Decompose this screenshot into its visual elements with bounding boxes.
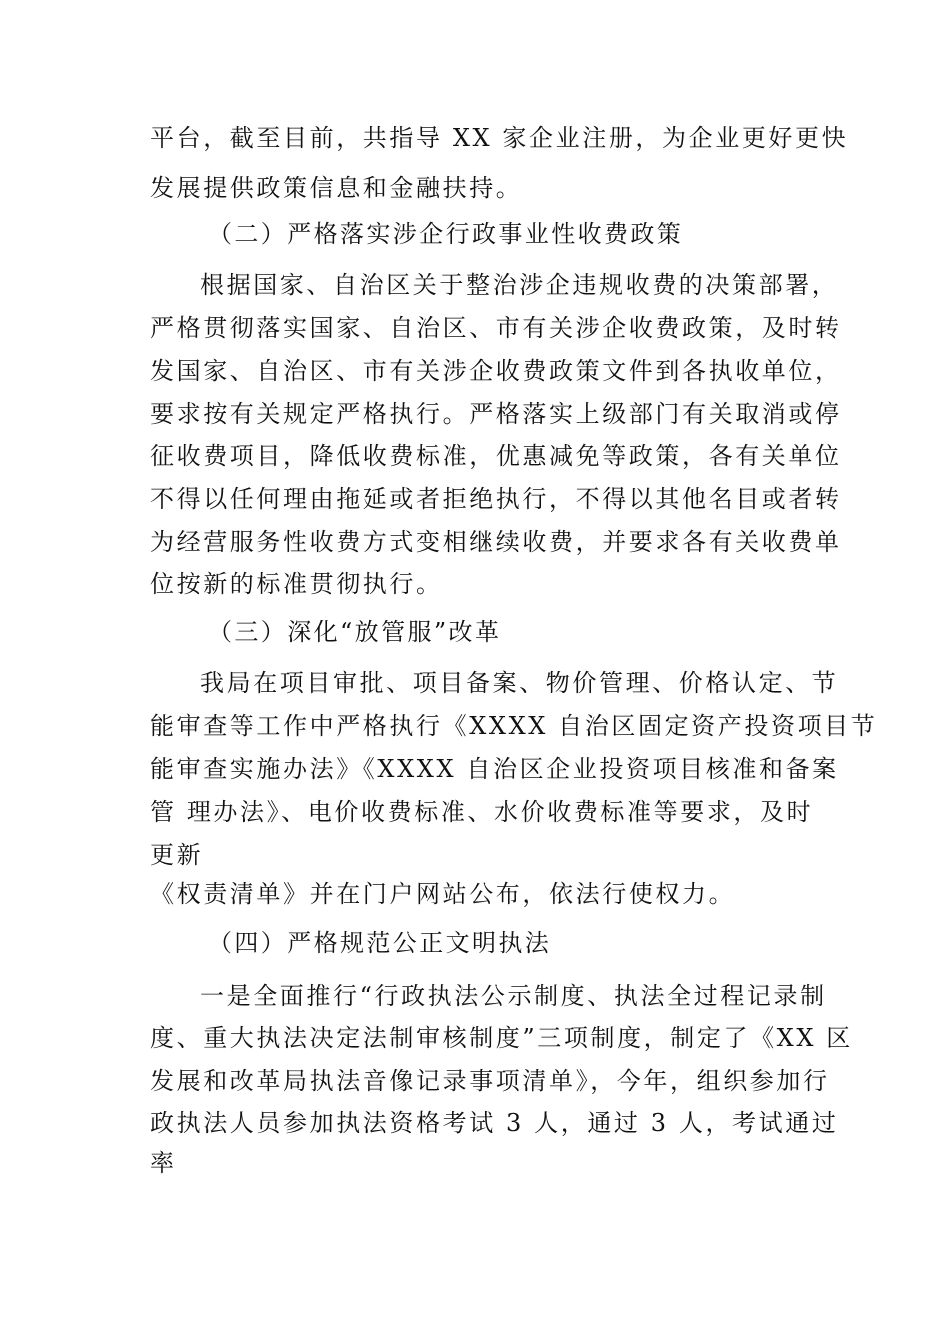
paragraph-line: 发展提供政策信息和金融扶持。 xyxy=(150,174,523,202)
section-heading: （四）严格规范公正文明执法 xyxy=(208,929,552,957)
paragraph-line: 更新 xyxy=(150,841,204,869)
paragraph-line: 平台，截至目前，共指导 XX 家企业注册，为企业更好更快 xyxy=(150,124,849,152)
paragraph-line: 能审查等工作中严格执行《XXXX 自治区固定资产投资项目节 xyxy=(150,712,878,740)
paragraph-line: 管 理办法》、电价收费标准、水价收费标准等要求，及时 xyxy=(150,798,814,826)
paragraph-line: 征收费项目，降低收费标准，优惠减免等政策，各有关单位 xyxy=(150,442,842,470)
paragraph-line: 能审查实施办法》《XXXX 自治区企业投资项目核准和备案 xyxy=(150,755,839,783)
paragraph-line: 根据国家、自治区关于整治涉企违规收费的决策部署， xyxy=(200,271,839,299)
paragraph-line: 我局在项目审批、项目备案、物价管理、价格认定、节 xyxy=(200,669,839,697)
paragraph-line: 度、重大执法决定法制审核制度”三项制度，制定了《XX 区 xyxy=(150,1024,853,1052)
paragraph-line: 不得以任何理由拖延或者拒绝执行，不得以其他名目或者转 xyxy=(150,485,842,513)
paragraph-line: 发国家、自治区、市有关涉企收费政策文件到各执收单位， xyxy=(150,357,842,385)
paragraph-line: 位按新的标准贯彻执行。 xyxy=(150,570,443,598)
paragraph-line: 严格贯彻落实国家、自治区、市有关涉企收费政策，及时转 xyxy=(150,314,842,342)
paragraph-line: 政执法人员参加执法资格考试 3 人，通过 3 人，考试通过 xyxy=(150,1109,839,1137)
paragraph-line: 率 xyxy=(150,1149,177,1177)
section-heading: （三）深化“放管服”改革 xyxy=(208,618,502,646)
paragraph-line: 为经营服务性收费方式变相继续收费，并要求各有关收费单 xyxy=(150,528,842,556)
paragraph-line: 一是全面推行“行政执法公示制度、执法全过程记录制 xyxy=(200,982,827,1010)
paragraph-line: 《权责清单》并在门户网站公布，依法行使权力。 xyxy=(150,880,736,908)
paragraph-line: 发展和改革局执法音像记录事项清单》，今年，组织参加行 xyxy=(150,1067,830,1095)
section-heading: （二）严格落实涉企行政事业性收费政策 xyxy=(208,220,684,248)
paragraph-line: 要求按有关规定严格执行。严格落实上级部门有关取消或停 xyxy=(150,400,842,428)
